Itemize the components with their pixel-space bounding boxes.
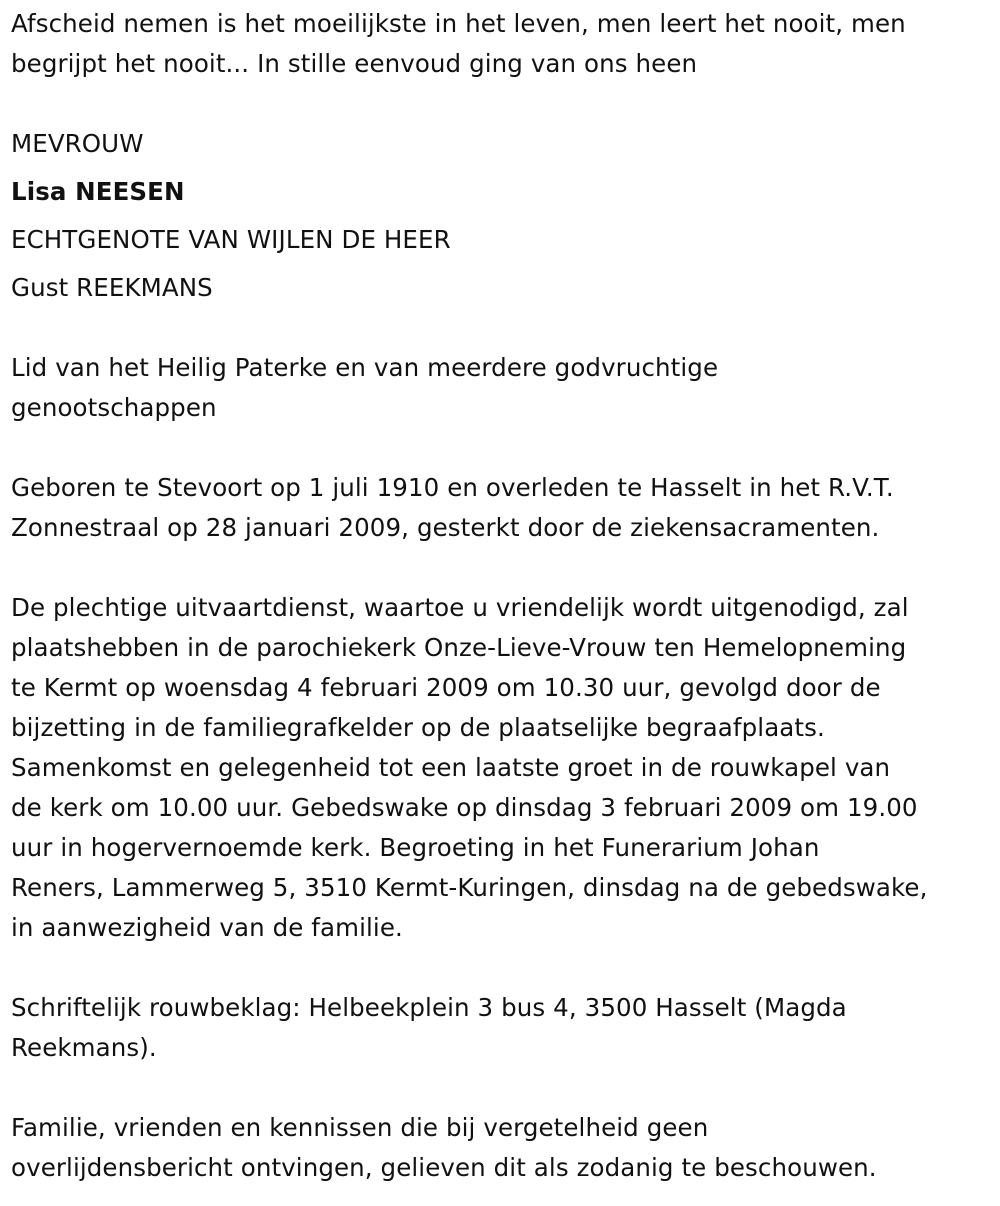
service-line: Samenkomst en gelegenheid tot een laatste groet in de rouwkapel van xyxy=(11,753,891,782)
birth-death-line-1: Geboren te Stevoort op 1 juli 1910 en overleden te Hasselt in het R.V.T. xyxy=(11,473,894,502)
service-line: uur in hogervernoemde kerk. Begroeting in het Funerarium Johan xyxy=(11,833,820,862)
service-line: Reners, Lammerweg 5, 3510 Kermt-Kuringen, dinsdag na de gebedswake, xyxy=(11,873,928,902)
closing-line-1: Familie, vrienden en kennissen die bij vergetelheid geen xyxy=(11,1113,709,1142)
service-line: De plechtige uitvaartdienst, waartoe u vriendelijk wordt uitgenodigd, zal xyxy=(11,593,909,622)
spouse-name: Gust REEKMANS xyxy=(11,273,213,302)
service-line: bijzetting in de familiegrafkelder op de plaatselijke begraafplaats. xyxy=(11,713,825,742)
service-line: plaatshebben in de parochiekerk Onze-Lieve-Vrouw ten Hemelopneming xyxy=(11,633,907,662)
condolence-line-1: Schriftelijk rouwbeklag: Helbeekplein 3 bus 4, 3500 Hasselt (Magda xyxy=(11,993,847,1022)
condolence-line-2: Reekmans). xyxy=(11,1033,157,1062)
service-line: de kerk om 10.00 uur. Gebedswake op dinsdag 3 februari 2009 om 19.00 xyxy=(11,793,918,822)
intro-line-1: Afscheid nemen is het moeilijkste in het leven, men leert het nooit, men xyxy=(11,9,906,38)
membership-line-1: Lid van het Heilig Paterke en van meerdere godvruchtige xyxy=(11,353,719,382)
closing-line-2: overlijdensbericht ontvingen, gelieven dit als zodanig te beschouwen. xyxy=(11,1153,877,1182)
deceased-title: MEVROUW xyxy=(11,129,144,158)
birth-death-line-2: Zonnestraal op 28 januari 2009, gesterkt door de ziekensacramenten. xyxy=(11,513,880,542)
deceased-relation: ECHTGENOTE VAN WIJLEN DE HEER xyxy=(11,225,451,254)
service-line: te Kermt op woensdag 4 februari 2009 om 10.30 uur, gevolgd door de xyxy=(11,673,881,702)
deceased-name: Lisa NEESEN xyxy=(11,177,185,206)
intro-line-2: begrijpt het nooit... In stille eenvoud ging van ons heen xyxy=(11,49,698,78)
membership-line-2: genootschappen xyxy=(11,393,217,422)
service-line: in aanwezigheid van de familie. xyxy=(11,913,403,942)
